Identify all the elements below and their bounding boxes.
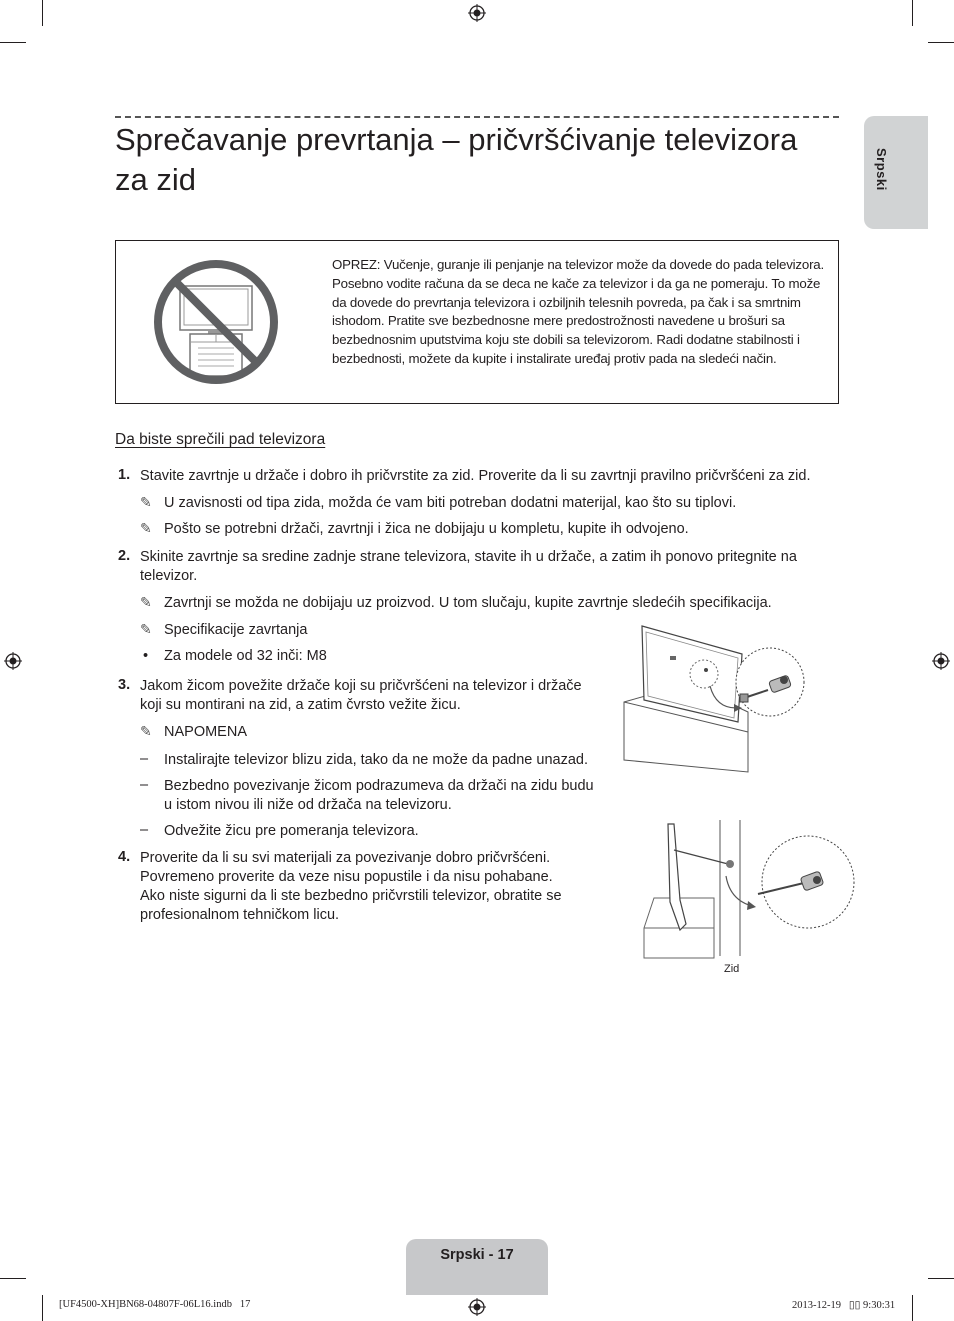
step-number: 4. [118,849,131,865]
tv-bracket-illustration [620,624,810,774]
caution-text: OPREZ: Vučenje, guranje ili penjanje na televizor može da dovede do pada televizora. Posebno vodite računa da se deca ne kače za televizor i da ga ne pomeraju. To može da dovede do prevrtanja televizora i ozbiljnih telesnih povreda, pa čak i sa smrtnim ishodom. Pratite sve bezbednosne mere predostrožnosti navedene u brošuri sa bezbednosnim uputstvima koju ste dobili sa televizorom. Radi dodatne stabilnosti i bezbednosti, možete da kupite i instalirate uređaj protiv pada na sledeći način. [332,257,824,366]
crop-mark [42,1295,43,1321]
step-text: koji su montirani na zid, a zatim čvrsto vežite žicu. [140,697,461,713]
step-text: televizor. [140,568,198,584]
footer-timestamp: 2013-12-19 ▯▯ 9:30:31 [792,1300,896,1311]
registration-mark-icon [932,652,950,670]
step-text: Ako niste sigurni da li ste bezbedno pričvrstili televizor, obratite se [140,888,562,904]
page-number: Srpski - 17 [440,1247,514,1263]
language-side-tab-label: Srpski [874,148,889,191]
step-text: Proverite da li su svi materijali za povezivanje dobro pričvršćeni. [140,850,551,866]
pencil-note-icon: ✎ [140,520,152,536]
note-line [140,519,689,539]
crop-mark [912,1295,913,1321]
step-text: profesionalnom tehničkom licu. [140,907,340,923]
dash-text: Odvežite žicu pre pomeranja televizora. [164,823,419,839]
section-heading: Da biste sprečili pad televizora [115,431,326,448]
title-rule [115,116,839,118]
crop-mark [928,1278,954,1279]
note-text: Specifikacije zavrtanja [164,622,308,638]
wall-caption: Zid [724,963,740,975]
footer-file-info: [UF4500-XH]BN68-04807F-06L16.indb 17 [59,1299,251,1310]
crop-mark [0,1278,26,1279]
crop-mark [0,42,26,43]
bullet-text: Za modele od 32 inči: M8 [164,648,327,664]
page-title: Sprečavanje prevrtanja – pričvršćivanje televizora za zid [115,122,798,197]
registration-mark-icon [468,4,486,22]
note-text: Pošto se potrebni držači, zavrtnji i žica ne dobijaju u kompletu, kupite ih odvojeno. [164,521,689,537]
note-text: Zavrtnji se možda ne dobijaju uz proizvod. U tom slučaju, kupite zavrtnje sledećih specifikacija. [164,595,772,611]
dash-symbol: – [140,751,149,767]
no-climbing-tv-warning-icon [150,256,282,388]
dash-text: Bezbedno povezivanje žicom podrazumeva da držači na zidu budu [164,778,594,794]
registration-mark-icon [468,1298,486,1316]
note-line [140,620,307,640]
pencil-note-icon: ✎ [140,594,152,610]
dash-text: u istom nivou ili niže od držača na televizoru. [164,797,452,813]
crop-mark [912,0,913,26]
step-text: Stavite zavrtnje u držače i dobro ih pričvrstite za zid. Proverite da li su zavrtnji pravilno pričvršćeni za zid. [140,468,811,484]
dash-text: Instalirajte televizor blizu zida, tako da ne može da padne unazad. [164,752,588,768]
step-text: Povremeno proverite da veze nisu popustile i da nisu pohabane. [140,869,553,885]
step-text: Skinite zavrtnje sa sredine zadnje strane televizora, stavite ih u držače, a zatim ih ponovo pritegnite na [140,549,797,565]
note-text: NAPOMENA [164,724,247,740]
step-number: 1. [118,467,131,483]
pencil-note-icon: ✎ [140,723,152,739]
note-line [140,493,736,513]
step-number: 3. [118,677,131,693]
crop-mark [42,0,43,26]
crop-mark [928,42,954,43]
step-text: Jakom žicom povežite držače koji su pričvršćeni na televizor i držače [140,678,582,694]
tv-wall-wire-illustration [640,820,870,962]
step-number: 2. [118,548,131,564]
bullet-symbol: • [143,648,149,664]
registration-mark-icon [4,652,22,670]
note-line [140,593,772,613]
note-line [140,722,247,742]
pencil-note-icon: ✎ [140,494,152,510]
note-text: U zavisnosti od tipa zida, možda će vam biti potreban dodatni materijal, kao što su tiplovi. [164,495,737,511]
pencil-note-icon: ✎ [140,621,152,637]
dash-symbol: – [140,777,149,793]
dash-symbol: – [140,822,149,838]
